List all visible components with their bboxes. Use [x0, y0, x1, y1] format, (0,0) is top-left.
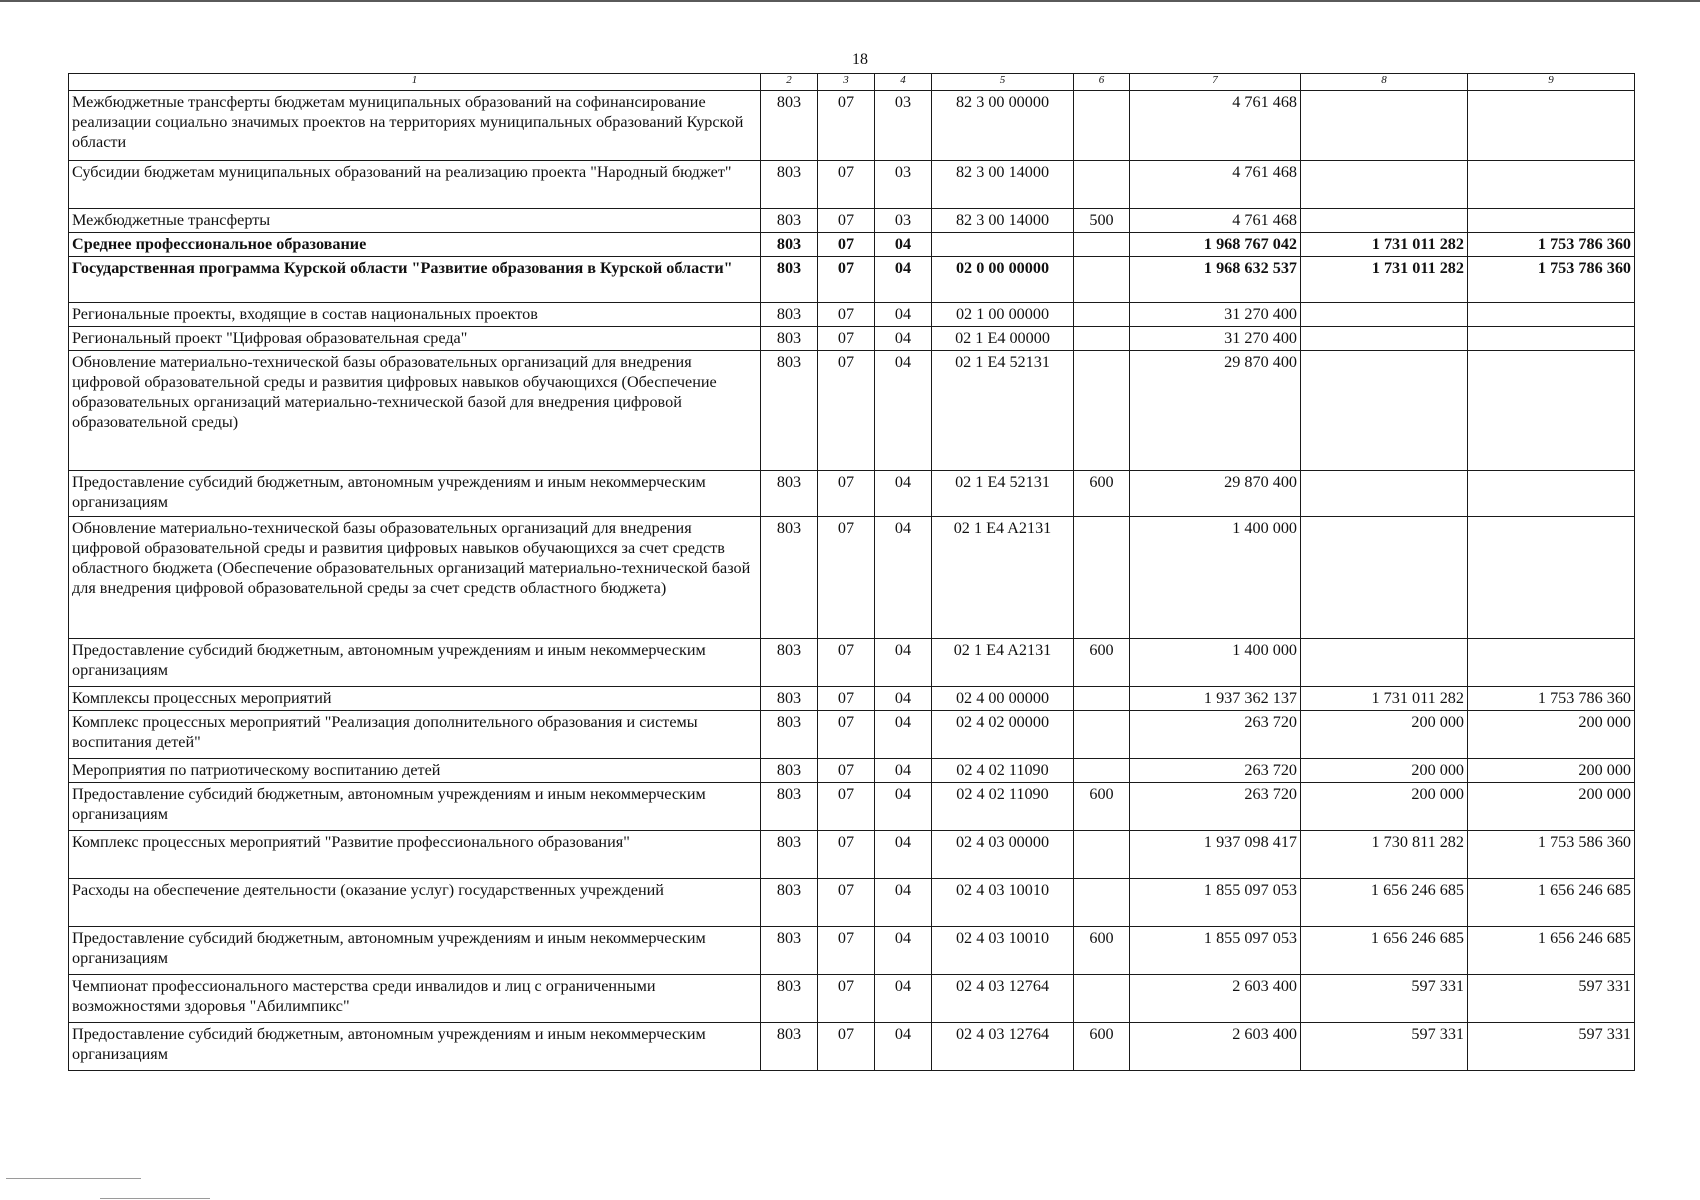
admin-code-cell: 803: [761, 927, 818, 975]
amount-col8-cell: [1301, 351, 1468, 471]
admin-code-cell: 803: [761, 303, 818, 327]
section-cell: 07: [818, 831, 875, 879]
amount-col9-cell: 200 000: [1468, 783, 1635, 831]
row-name-cell: Предоставление субсидий бюджетным, автономным учреждениям и иным некоммерческим организациям: [69, 639, 761, 687]
expense-type-cell: [1074, 161, 1130, 209]
admin-code-cell: 803: [761, 879, 818, 927]
amount-col7-cell: 29 870 400: [1130, 351, 1301, 471]
table-row: [69, 161, 1635, 209]
admin-code-cell: 803: [761, 257, 818, 303]
amount-col7-cell: 1 968 767 042: [1130, 233, 1301, 257]
amount-col8-cell: 1 730 811 282: [1301, 831, 1468, 879]
amount-col9-cell: [1468, 327, 1635, 351]
row-name-cell: Расходы на обеспечение деятельности (оказание услуг) государственных учреждений: [69, 879, 761, 927]
admin-code-cell: 803: [761, 639, 818, 687]
section-cell: 07: [818, 257, 875, 303]
table-row: [69, 831, 1635, 879]
admin-code-cell: 803: [761, 783, 818, 831]
section-cell: 07: [818, 639, 875, 687]
amount-col9-cell: [1468, 91, 1635, 161]
row-name-cell: Государственная программа Курской области "Развитие образования в Курской области": [69, 257, 761, 303]
scan-artifact: [100, 1198, 210, 1199]
column-header: 5: [932, 74, 1074, 91]
amount-col7-cell: 31 270 400: [1130, 303, 1301, 327]
amount-col9-cell: [1468, 639, 1635, 687]
subsection-cell: 04: [875, 303, 932, 327]
table-body: [69, 91, 1635, 1071]
table-row: [69, 257, 1635, 303]
section-cell: 07: [818, 759, 875, 783]
row-name-cell: Предоставление субсидий бюджетным, автономным учреждениям и иным некоммерческим организациям: [69, 783, 761, 831]
section-cell: 07: [818, 327, 875, 351]
column-header: 8: [1301, 74, 1468, 91]
target-article-cell: 02 1 E4 52131: [932, 471, 1074, 517]
expense-type-cell: [1074, 91, 1130, 161]
row-name-cell: Региональные проекты, входящие в состав национальных проектов: [69, 303, 761, 327]
expense-type-cell: [1074, 879, 1130, 927]
expense-type-cell: [1074, 257, 1130, 303]
subsection-cell: 04: [875, 711, 932, 759]
target-article-cell: 82 3 00 00000: [932, 91, 1074, 161]
target-article-cell: 02 1 E4 A2131: [932, 517, 1074, 639]
subsection-cell: 04: [875, 831, 932, 879]
table-row: [69, 327, 1635, 351]
amount-col8-cell: [1301, 91, 1468, 161]
expense-type-cell: 600: [1074, 639, 1130, 687]
row-name-cell: Обновление материально-технической базы образовательных организаций для внедрения цифровой образовательной среды и развития цифровых навыков обучающихся за счет средств областного бюджета (Обеспечение образовательных организаций материально-технической базой для внедрения цифровой образовательной среды за счет средств областного бюджета): [69, 517, 761, 639]
row-name-cell: Субсидии бюджетам муниципальных образований на реализацию проекта "Народный бюджет": [69, 161, 761, 209]
amount-col8-cell: 200 000: [1301, 711, 1468, 759]
amount-col9-cell: 200 000: [1468, 759, 1635, 783]
table-row: [69, 471, 1635, 517]
expense-type-cell: 600: [1074, 471, 1130, 517]
amount-col8-cell: 597 331: [1301, 975, 1468, 1023]
column-number-row: [69, 74, 1635, 91]
admin-code-cell: 803: [761, 471, 818, 517]
target-article-cell: [932, 233, 1074, 257]
expense-type-cell: 600: [1074, 783, 1130, 831]
amount-col9-cell: 1 656 246 685: [1468, 879, 1635, 927]
amount-col8-cell: 1 731 011 282: [1301, 233, 1468, 257]
subsection-cell: 04: [875, 879, 932, 927]
section-cell: 07: [818, 161, 875, 209]
admin-code-cell: 803: [761, 91, 818, 161]
table-row: [69, 783, 1635, 831]
expense-type-cell: [1074, 975, 1130, 1023]
target-article-cell: 02 1 E4 00000: [932, 327, 1074, 351]
amount-col9-cell: [1468, 303, 1635, 327]
table-row: [69, 233, 1635, 257]
subsection-cell: 04: [875, 975, 932, 1023]
column-header: 6: [1074, 74, 1130, 91]
column-header: 9: [1468, 74, 1635, 91]
section-cell: 07: [818, 471, 875, 517]
expense-type-cell: 600: [1074, 927, 1130, 975]
admin-code-cell: 803: [761, 687, 818, 711]
section-cell: 07: [818, 687, 875, 711]
subsection-cell: 04: [875, 517, 932, 639]
table-row: [69, 91, 1635, 161]
target-article-cell: 02 1 00 00000: [932, 303, 1074, 327]
page-number: 18: [852, 51, 868, 68]
target-article-cell: 02 1 E4 A2131: [932, 639, 1074, 687]
row-name-cell: Комплекс процессных мероприятий "Реализация дополнительного образования и системы воспитания детей": [69, 711, 761, 759]
amount-col7-cell: 1 937 098 417: [1130, 831, 1301, 879]
amount-col8-cell: 597 331: [1301, 1023, 1468, 1071]
expense-type-cell: [1074, 327, 1130, 351]
subsection-cell: 04: [875, 927, 932, 975]
amount-col7-cell: 1 855 097 053: [1130, 879, 1301, 927]
amount-col8-cell: 200 000: [1301, 759, 1468, 783]
budget-table: [68, 73, 1635, 1071]
expense-type-cell: [1074, 233, 1130, 257]
admin-code-cell: 803: [761, 161, 818, 209]
amount-col9-cell: 1 753 786 360: [1468, 233, 1635, 257]
admin-code-cell: 803: [761, 1023, 818, 1071]
subsection-cell: 03: [875, 91, 932, 161]
subsection-cell: 04: [875, 351, 932, 471]
subsection-cell: 04: [875, 327, 932, 351]
target-article-cell: 02 4 00 00000: [932, 687, 1074, 711]
section-cell: 07: [818, 879, 875, 927]
section-cell: 07: [818, 1023, 875, 1071]
amount-col7-cell: 4 761 468: [1130, 91, 1301, 161]
admin-code-cell: 803: [761, 209, 818, 233]
row-name-cell: Межбюджетные трансферты: [69, 209, 761, 233]
table-row: [69, 711, 1635, 759]
amount-col7-cell: 1 937 362 137: [1130, 687, 1301, 711]
amount-col7-cell: 1 400 000: [1130, 639, 1301, 687]
target-article-cell: 02 4 02 00000: [932, 711, 1074, 759]
table-row: [69, 687, 1635, 711]
amount-col8-cell: [1301, 209, 1468, 233]
amount-col7-cell: 1 855 097 053: [1130, 927, 1301, 975]
target-article-cell: 02 4 03 12764: [932, 1023, 1074, 1071]
amount-col7-cell: 31 270 400: [1130, 327, 1301, 351]
scan-artifact: [6, 1178, 141, 1179]
amount-col9-cell: [1468, 161, 1635, 209]
amount-col9-cell: 597 331: [1468, 975, 1635, 1023]
amount-col8-cell: 1 731 011 282: [1301, 257, 1468, 303]
table-row: [69, 351, 1635, 471]
table-row: [69, 517, 1635, 639]
admin-code-cell: 803: [761, 711, 818, 759]
admin-code-cell: 803: [761, 831, 818, 879]
section-cell: 07: [818, 783, 875, 831]
amount-col9-cell: 1 753 786 360: [1468, 257, 1635, 303]
amount-col9-cell: 597 331: [1468, 1023, 1635, 1071]
expense-type-cell: [1074, 711, 1130, 759]
amount-col8-cell: 1 656 246 685: [1301, 879, 1468, 927]
expense-type-cell: 600: [1074, 1023, 1130, 1071]
section-cell: 07: [818, 351, 875, 471]
subsection-cell: 04: [875, 639, 932, 687]
scan-border: [0, 0, 1700, 2]
expense-type-cell: [1074, 831, 1130, 879]
table-row: [69, 927, 1635, 975]
section-cell: 07: [818, 927, 875, 975]
column-header: 3: [818, 74, 875, 91]
row-name-cell: Предоставление субсидий бюджетным, автономным учреждениям и иным некоммерческим организациям: [69, 471, 761, 517]
subsection-cell: 04: [875, 759, 932, 783]
amount-col7-cell: 2 603 400: [1130, 975, 1301, 1023]
expense-type-cell: [1074, 303, 1130, 327]
expense-type-cell: [1074, 351, 1130, 471]
admin-code-cell: 803: [761, 351, 818, 471]
table-row: [69, 303, 1635, 327]
subsection-cell: 03: [875, 161, 932, 209]
row-name-cell: Среднее профессиональное образование: [69, 233, 761, 257]
subsection-cell: 03: [875, 209, 932, 233]
amount-col7-cell: 263 720: [1130, 783, 1301, 831]
amount-col8-cell: 200 000: [1301, 783, 1468, 831]
amount-col8-cell: [1301, 161, 1468, 209]
amount-col8-cell: [1301, 517, 1468, 639]
expense-type-cell: [1074, 517, 1130, 639]
amount-col8-cell: 1 731 011 282: [1301, 687, 1468, 711]
table-row: [69, 1023, 1635, 1071]
subsection-cell: 04: [875, 233, 932, 257]
table-row: [69, 639, 1635, 687]
amount-col9-cell: [1468, 209, 1635, 233]
admin-code-cell: 803: [761, 517, 818, 639]
amount-col7-cell: 4 761 468: [1130, 161, 1301, 209]
amount-col8-cell: [1301, 303, 1468, 327]
amount-col9-cell: [1468, 471, 1635, 517]
section-cell: 07: [818, 303, 875, 327]
section-cell: 07: [818, 233, 875, 257]
amount-col9-cell: 200 000: [1468, 711, 1635, 759]
admin-code-cell: 803: [761, 759, 818, 783]
column-header: 2: [761, 74, 818, 91]
target-article-cell: 02 4 03 00000: [932, 831, 1074, 879]
row-name-cell: Мероприятия по патриотическому воспитанию детей: [69, 759, 761, 783]
target-article-cell: 02 4 02 11090: [932, 783, 1074, 831]
section-cell: 07: [818, 975, 875, 1023]
table-row: [69, 209, 1635, 233]
expense-type-cell: [1074, 687, 1130, 711]
target-article-cell: 02 0 00 00000: [932, 257, 1074, 303]
target-article-cell: 02 4 02 11090: [932, 759, 1074, 783]
amount-col8-cell: [1301, 327, 1468, 351]
row-name-cell: Предоставление субсидий бюджетным, автономным учреждениям и иным некоммерческим организациям: [69, 927, 761, 975]
amount-col7-cell: 29 870 400: [1130, 471, 1301, 517]
admin-code-cell: 803: [761, 975, 818, 1023]
row-name-cell: Предоставление субсидий бюджетным, автономным учреждениям и иным некоммерческим организациям: [69, 1023, 761, 1071]
target-article-cell: 82 3 00 14000: [932, 209, 1074, 233]
amount-col8-cell: 1 656 246 685: [1301, 927, 1468, 975]
amount-col7-cell: 1 400 000: [1130, 517, 1301, 639]
table-row: [69, 879, 1635, 927]
row-name-cell: Чемпионат профессионального мастерства среди инвалидов и лиц с ограниченными возможностями здоровья "Абилимпикс": [69, 975, 761, 1023]
amount-col9-cell: 1 753 786 360: [1468, 687, 1635, 711]
section-cell: 07: [818, 91, 875, 161]
amount-col7-cell: 2 603 400: [1130, 1023, 1301, 1071]
amount-col7-cell: 263 720: [1130, 711, 1301, 759]
column-header: 4: [875, 74, 932, 91]
target-article-cell: 02 4 03 10010: [932, 879, 1074, 927]
row-name-cell: Региональный проект "Цифровая образовательная среда": [69, 327, 761, 351]
table-row: [69, 975, 1635, 1023]
amount-col9-cell: 1 753 586 360: [1468, 831, 1635, 879]
amount-col9-cell: 1 656 246 685: [1468, 927, 1635, 975]
expense-type-cell: 500: [1074, 209, 1130, 233]
admin-code-cell: 803: [761, 233, 818, 257]
expense-type-cell: [1074, 759, 1130, 783]
subsection-cell: 04: [875, 471, 932, 517]
row-name-cell: Обновление материально-технической базы образовательных организаций для внедрения цифровой образовательной среды и развития цифровых навыков обучающихся (Обеспечение образовательных организаций материально-технической базой для внедрения цифровой образовательной среды): [69, 351, 761, 471]
subsection-cell: 04: [875, 687, 932, 711]
target-article-cell: 02 4 03 10010: [932, 927, 1074, 975]
row-name-cell: Межбюджетные трансферты бюджетам муниципальных образований на софинансирование реализации социально значимых проектов на территориях муниципальных образований Курской области: [69, 91, 761, 161]
section-cell: 07: [818, 517, 875, 639]
amount-col7-cell: 4 761 468: [1130, 209, 1301, 233]
amount-col8-cell: [1301, 639, 1468, 687]
target-article-cell: 02 1 E4 52131: [932, 351, 1074, 471]
row-name-cell: Комплексы процессных мероприятий: [69, 687, 761, 711]
section-cell: 07: [818, 209, 875, 233]
target-article-cell: 82 3 00 14000: [932, 161, 1074, 209]
column-header: 1: [69, 74, 761, 91]
amount-col7-cell: 263 720: [1130, 759, 1301, 783]
amount-col9-cell: [1468, 517, 1635, 639]
amount-col9-cell: [1468, 351, 1635, 471]
amount-col7-cell: 1 968 632 537: [1130, 257, 1301, 303]
target-article-cell: 02 4 03 12764: [932, 975, 1074, 1023]
subsection-cell: 04: [875, 257, 932, 303]
subsection-cell: 04: [875, 1023, 932, 1071]
column-header: 7: [1130, 74, 1301, 91]
row-name-cell: Комплекс процессных мероприятий "Развитие профессионального образования": [69, 831, 761, 879]
amount-col8-cell: [1301, 471, 1468, 517]
admin-code-cell: 803: [761, 327, 818, 351]
table-row: [69, 759, 1635, 783]
section-cell: 07: [818, 711, 875, 759]
subsection-cell: 04: [875, 783, 932, 831]
